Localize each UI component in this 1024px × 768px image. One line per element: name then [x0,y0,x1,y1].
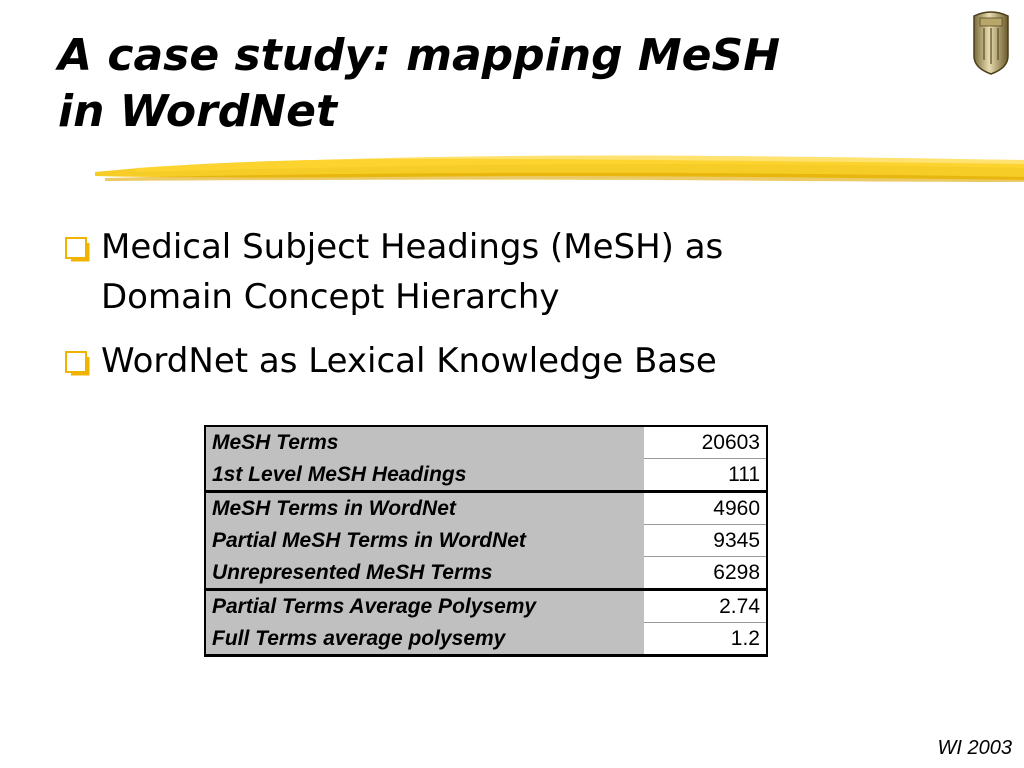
table-row [205,557,767,590]
row-value: 6298 [643,557,767,590]
footer-text: WI 2003 [937,737,1012,759]
title-underline-brush [95,146,1024,190]
table-row [205,426,767,459]
table-row [205,525,767,557]
bullet-text-line-1: Medical Subject Headings (MeSH) as [101,227,724,267]
square-bullet-icon [64,236,92,262]
row-value: 111 [643,459,767,492]
bullet-text-line-2: Domain Concept Hierarchy [101,277,560,317]
row-label: Unrepresented MeSH Terms [205,557,643,590]
bullet-list [62,222,962,400]
row-label: MeSH Terms in WordNet [205,492,643,525]
square-bullet-icon [64,350,92,376]
row-value: 4960 [643,492,767,525]
row-value: 1.2 [643,623,767,656]
table-row [205,492,767,525]
row-label: 1st Level MeSH Headings [205,459,643,492]
crest-emblem-icon [970,10,1012,76]
row-value: 9345 [643,525,767,557]
bullet-item-wordnet [62,336,962,386]
table-row [205,623,767,656]
bullet-text: WordNet as Lexical Knowledge Base [101,341,717,381]
slide-title-line-2: in WordNet [58,86,337,137]
row-label: MeSH Terms [205,426,643,459]
row-label: Partial MeSH Terms in WordNet [205,525,643,557]
slide-title [58,28,918,140]
statistics-table [204,425,768,657]
table-row [205,459,767,492]
bullet-item-mesh [62,222,962,322]
table-row [205,590,767,623]
row-value: 2.74 [643,590,767,623]
slide-title-line-1: A case study: mapping MeSH [58,30,781,81]
row-label: Partial Terms Average Polysemy [205,590,643,623]
row-label: Full Terms average polysemy [205,623,643,656]
row-value: 20603 [643,426,767,459]
